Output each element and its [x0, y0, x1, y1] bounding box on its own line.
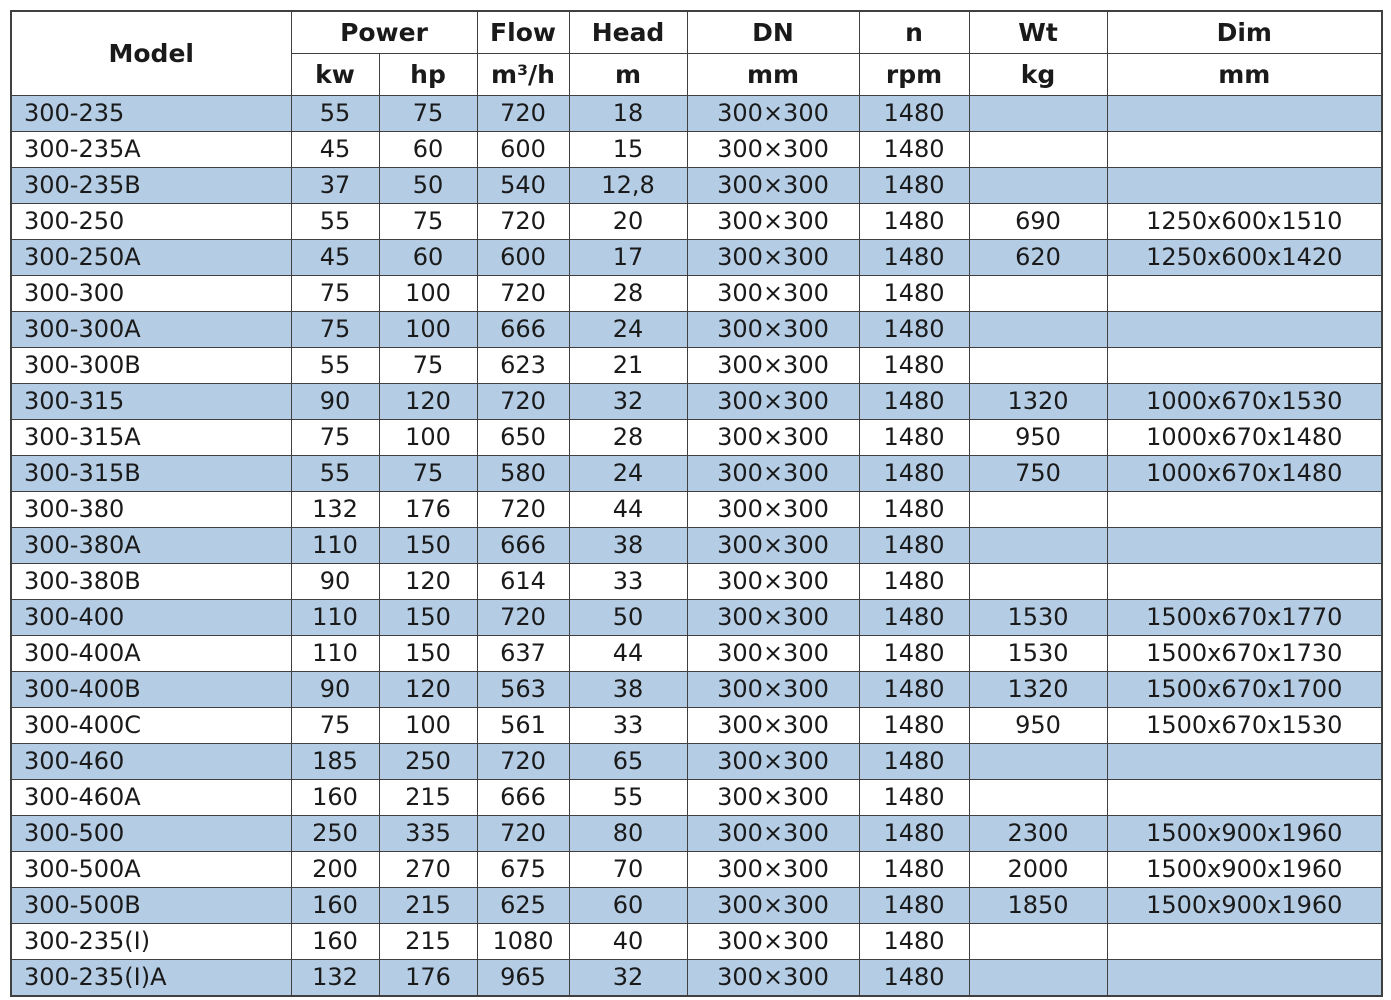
cell-dn: 300×300 — [687, 635, 859, 671]
cell-dim: 1500x670x1530 — [1107, 707, 1382, 743]
cell-n: 1480 — [859, 203, 969, 239]
table-row — [11, 851, 1382, 887]
cell-wt: 950 — [969, 419, 1107, 455]
table-row — [11, 311, 1382, 347]
cell-model: 300-380 — [11, 491, 291, 527]
cell-dn: 300×300 — [687, 131, 859, 167]
cell-n: 1480 — [859, 455, 969, 491]
cell-n: 1480 — [859, 635, 969, 671]
header-unit-flow: m³/h — [477, 53, 569, 95]
cell-flow: 720 — [477, 491, 569, 527]
cell-wt — [969, 923, 1107, 959]
cell-head: 21 — [569, 347, 687, 383]
cell-dim: 1250x600x1510 — [1107, 203, 1382, 239]
cell-flow: 965 — [477, 959, 569, 996]
cell-dn: 300×300 — [687, 167, 859, 203]
cell-flow: 720 — [477, 815, 569, 851]
cell-hp: 150 — [379, 635, 477, 671]
cell-hp: 215 — [379, 887, 477, 923]
cell-dn: 300×300 — [687, 815, 859, 851]
table-row — [11, 239, 1382, 275]
cell-n: 1480 — [859, 887, 969, 923]
cell-dim — [1107, 959, 1382, 996]
cell-dim — [1107, 527, 1382, 563]
cell-hp: 100 — [379, 707, 477, 743]
cell-model: 300-460A — [11, 779, 291, 815]
cell-dim — [1107, 311, 1382, 347]
cell-flow: 561 — [477, 707, 569, 743]
cell-head: 24 — [569, 311, 687, 347]
header-row-titles — [11, 11, 1382, 53]
cell-n: 1480 — [859, 95, 969, 131]
cell-head: 33 — [569, 707, 687, 743]
cell-hp: 150 — [379, 527, 477, 563]
table-row — [11, 95, 1382, 131]
cell-kw: 185 — [291, 743, 379, 779]
cell-head: 50 — [569, 599, 687, 635]
cell-kw: 55 — [291, 347, 379, 383]
pump-spec-table — [10, 10, 1383, 997]
cell-model: 300-315A — [11, 419, 291, 455]
cell-dn: 300×300 — [687, 887, 859, 923]
cell-flow: 580 — [477, 455, 569, 491]
table-row — [11, 275, 1382, 311]
cell-dim — [1107, 347, 1382, 383]
cell-kw: 37 — [291, 167, 379, 203]
cell-dim — [1107, 275, 1382, 311]
cell-flow: 720 — [477, 743, 569, 779]
cell-wt — [969, 131, 1107, 167]
cell-kw: 160 — [291, 923, 379, 959]
cell-dim — [1107, 779, 1382, 815]
cell-n: 1480 — [859, 599, 969, 635]
cell-wt — [969, 743, 1107, 779]
cell-model: 300-380A — [11, 527, 291, 563]
cell-dim: 1000x670x1530 — [1107, 383, 1382, 419]
cell-kw: 55 — [291, 95, 379, 131]
cell-wt — [969, 167, 1107, 203]
table-row — [11, 887, 1382, 923]
cell-head: 38 — [569, 671, 687, 707]
cell-flow: 720 — [477, 95, 569, 131]
cell-kw: 110 — [291, 635, 379, 671]
header-model: Model — [11, 11, 291, 95]
cell-hp: 75 — [379, 347, 477, 383]
cell-model: 300-235A — [11, 131, 291, 167]
cell-model: 300-315B — [11, 455, 291, 491]
table-body — [11, 95, 1382, 996]
table-row — [11, 635, 1382, 671]
cell-kw: 90 — [291, 383, 379, 419]
cell-n: 1480 — [859, 779, 969, 815]
cell-model: 300-400 — [11, 599, 291, 635]
cell-wt: 2000 — [969, 851, 1107, 887]
cell-n: 1480 — [859, 491, 969, 527]
cell-wt: 1320 — [969, 671, 1107, 707]
cell-model: 300-300A — [11, 311, 291, 347]
cell-wt: 1850 — [969, 887, 1107, 923]
cell-head: 18 — [569, 95, 687, 131]
header-unit-head: m — [569, 53, 687, 95]
cell-hp: 100 — [379, 311, 477, 347]
cell-hp: 120 — [379, 563, 477, 599]
cell-dn: 300×300 — [687, 95, 859, 131]
cell-flow: 666 — [477, 779, 569, 815]
table-row — [11, 455, 1382, 491]
cell-dim: 1250x600x1420 — [1107, 239, 1382, 275]
cell-model: 300-315 — [11, 383, 291, 419]
cell-head: 44 — [569, 635, 687, 671]
cell-dn: 300×300 — [687, 959, 859, 996]
cell-wt: 690 — [969, 203, 1107, 239]
cell-hp: 270 — [379, 851, 477, 887]
cell-head: 70 — [569, 851, 687, 887]
cell-hp: 120 — [379, 383, 477, 419]
table-row — [11, 347, 1382, 383]
cell-n: 1480 — [859, 743, 969, 779]
cell-dn: 300×300 — [687, 707, 859, 743]
table-row — [11, 707, 1382, 743]
header-flow: Flow — [477, 11, 569, 53]
cell-hp: 150 — [379, 599, 477, 635]
cell-model: 300-500 — [11, 815, 291, 851]
cell-flow: 563 — [477, 671, 569, 707]
cell-dn: 300×300 — [687, 491, 859, 527]
cell-hp: 75 — [379, 455, 477, 491]
cell-n: 1480 — [859, 959, 969, 996]
cell-n: 1480 — [859, 815, 969, 851]
cell-wt — [969, 527, 1107, 563]
cell-flow: 666 — [477, 527, 569, 563]
header-dim: Dim — [1107, 11, 1382, 53]
cell-hp: 176 — [379, 491, 477, 527]
cell-hp: 215 — [379, 923, 477, 959]
cell-kw: 75 — [291, 707, 379, 743]
cell-flow: 623 — [477, 347, 569, 383]
header-head: Head — [569, 11, 687, 53]
cell-n: 1480 — [859, 419, 969, 455]
cell-dn: 300×300 — [687, 347, 859, 383]
cell-flow: 625 — [477, 887, 569, 923]
cell-hp: 176 — [379, 959, 477, 996]
cell-kw: 45 — [291, 239, 379, 275]
cell-kw: 200 — [291, 851, 379, 887]
cell-dn: 300×300 — [687, 779, 859, 815]
cell-head: 80 — [569, 815, 687, 851]
cell-wt: 2300 — [969, 815, 1107, 851]
header-n: n — [859, 11, 969, 53]
cell-flow: 720 — [477, 275, 569, 311]
cell-hp: 50 — [379, 167, 477, 203]
cell-dn: 300×300 — [687, 527, 859, 563]
cell-dim: 1500x670x1730 — [1107, 635, 1382, 671]
cell-wt: 950 — [969, 707, 1107, 743]
cell-n: 1480 — [859, 167, 969, 203]
cell-dim: 1500x900x1960 — [1107, 887, 1382, 923]
cell-dim: 1500x670x1770 — [1107, 599, 1382, 635]
cell-model: 300-460 — [11, 743, 291, 779]
cell-model: 300-300B — [11, 347, 291, 383]
header-power: Power — [291, 11, 477, 53]
cell-flow: 666 — [477, 311, 569, 347]
cell-dim — [1107, 923, 1382, 959]
cell-dim: 1500x670x1700 — [1107, 671, 1382, 707]
cell-kw: 75 — [291, 311, 379, 347]
cell-n: 1480 — [859, 311, 969, 347]
table-row — [11, 203, 1382, 239]
header-unit-kw: kw — [291, 53, 379, 95]
cell-flow: 1080 — [477, 923, 569, 959]
cell-hp: 75 — [379, 95, 477, 131]
cell-kw: 45 — [291, 131, 379, 167]
cell-model: 300-300 — [11, 275, 291, 311]
cell-wt — [969, 347, 1107, 383]
cell-dn: 300×300 — [687, 239, 859, 275]
cell-flow: 614 — [477, 563, 569, 599]
cell-hp: 250 — [379, 743, 477, 779]
header-dn: DN — [687, 11, 859, 53]
cell-dim: 1500x900x1960 — [1107, 851, 1382, 887]
cell-head: 28 — [569, 275, 687, 311]
cell-dn: 300×300 — [687, 419, 859, 455]
cell-head: 20 — [569, 203, 687, 239]
cell-dim — [1107, 167, 1382, 203]
cell-n: 1480 — [859, 275, 969, 311]
table-row — [11, 491, 1382, 527]
cell-wt — [969, 491, 1107, 527]
cell-flow: 637 — [477, 635, 569, 671]
cell-flow: 540 — [477, 167, 569, 203]
table-row — [11, 383, 1382, 419]
table-row — [11, 671, 1382, 707]
cell-model: 300-500B — [11, 887, 291, 923]
cell-head: 33 — [569, 563, 687, 599]
cell-dn: 300×300 — [687, 275, 859, 311]
cell-dim — [1107, 743, 1382, 779]
cell-dim — [1107, 491, 1382, 527]
cell-kw: 132 — [291, 491, 379, 527]
cell-dim: 1000x670x1480 — [1107, 419, 1382, 455]
cell-wt — [969, 95, 1107, 131]
cell-kw: 250 — [291, 815, 379, 851]
cell-head: 24 — [569, 455, 687, 491]
table-row — [11, 779, 1382, 815]
cell-kw: 90 — [291, 671, 379, 707]
cell-hp: 60 — [379, 239, 477, 275]
table-header — [11, 11, 1382, 95]
header-unit-dim: mm — [1107, 53, 1382, 95]
cell-dn: 300×300 — [687, 599, 859, 635]
cell-head: 40 — [569, 923, 687, 959]
cell-wt: 620 — [969, 239, 1107, 275]
cell-flow: 720 — [477, 203, 569, 239]
cell-kw: 132 — [291, 959, 379, 996]
cell-kw: 55 — [291, 455, 379, 491]
cell-flow: 650 — [477, 419, 569, 455]
cell-model: 300-250 — [11, 203, 291, 239]
header-unit-hp: hp — [379, 53, 477, 95]
cell-wt: 1530 — [969, 599, 1107, 635]
cell-dn: 300×300 — [687, 203, 859, 239]
table-row — [11, 563, 1382, 599]
cell-hp: 100 — [379, 419, 477, 455]
table-row — [11, 815, 1382, 851]
table-row — [11, 743, 1382, 779]
cell-head: 32 — [569, 959, 687, 996]
cell-n: 1480 — [859, 383, 969, 419]
cell-head: 28 — [569, 419, 687, 455]
cell-n: 1480 — [859, 347, 969, 383]
cell-model: 300-235 — [11, 95, 291, 131]
cell-flow: 600 — [477, 239, 569, 275]
cell-model: 300-235(I) — [11, 923, 291, 959]
cell-wt — [969, 311, 1107, 347]
cell-kw: 75 — [291, 275, 379, 311]
cell-n: 1480 — [859, 923, 969, 959]
cell-wt — [969, 275, 1107, 311]
cell-flow: 720 — [477, 383, 569, 419]
cell-model: 300-400B — [11, 671, 291, 707]
cell-wt: 1530 — [969, 635, 1107, 671]
cell-head: 38 — [569, 527, 687, 563]
cell-dim — [1107, 131, 1382, 167]
cell-head: 15 — [569, 131, 687, 167]
table-row — [11, 131, 1382, 167]
cell-n: 1480 — [859, 851, 969, 887]
cell-n: 1480 — [859, 131, 969, 167]
cell-wt: 750 — [969, 455, 1107, 491]
cell-dn: 300×300 — [687, 851, 859, 887]
table-row — [11, 599, 1382, 635]
cell-model: 300-235B — [11, 167, 291, 203]
cell-kw: 90 — [291, 563, 379, 599]
table-row — [11, 527, 1382, 563]
cell-hp: 215 — [379, 779, 477, 815]
cell-head: 32 — [569, 383, 687, 419]
cell-n: 1480 — [859, 527, 969, 563]
cell-hp: 60 — [379, 131, 477, 167]
cell-dn: 300×300 — [687, 311, 859, 347]
cell-head: 17 — [569, 239, 687, 275]
cell-hp: 100 — [379, 275, 477, 311]
cell-kw: 110 — [291, 527, 379, 563]
cell-flow: 720 — [477, 599, 569, 635]
cell-dim — [1107, 95, 1382, 131]
header-unit-n: rpm — [859, 53, 969, 95]
cell-wt — [969, 563, 1107, 599]
cell-wt — [969, 959, 1107, 996]
cell-dn: 300×300 — [687, 671, 859, 707]
cell-dim: 1500x900x1960 — [1107, 815, 1382, 851]
cell-n: 1480 — [859, 239, 969, 275]
cell-flow: 600 — [477, 131, 569, 167]
cell-hp: 75 — [379, 203, 477, 239]
table-row — [11, 167, 1382, 203]
cell-head: 44 — [569, 491, 687, 527]
cell-dn: 300×300 — [687, 563, 859, 599]
cell-model: 300-250A — [11, 239, 291, 275]
cell-wt — [969, 779, 1107, 815]
cell-n: 1480 — [859, 563, 969, 599]
cell-head: 60 — [569, 887, 687, 923]
cell-head: 65 — [569, 743, 687, 779]
cell-dim: 1000x670x1480 — [1107, 455, 1382, 491]
cell-n: 1480 — [859, 707, 969, 743]
table-row — [11, 923, 1382, 959]
header-unit-wt: kg — [969, 53, 1107, 95]
cell-model: 300-500A — [11, 851, 291, 887]
cell-dn: 300×300 — [687, 923, 859, 959]
header-wt: Wt — [969, 11, 1107, 53]
cell-dn: 300×300 — [687, 455, 859, 491]
cell-head: 12,8 — [569, 167, 687, 203]
cell-model: 300-400A — [11, 635, 291, 671]
cell-hp: 335 — [379, 815, 477, 851]
cell-kw: 55 — [291, 203, 379, 239]
table-row — [11, 419, 1382, 455]
cell-model: 300-235(I)A — [11, 959, 291, 996]
cell-model: 300-380B — [11, 563, 291, 599]
cell-n: 1480 — [859, 671, 969, 707]
cell-head: 55 — [569, 779, 687, 815]
header-unit-dn: mm — [687, 53, 859, 95]
cell-dn: 300×300 — [687, 743, 859, 779]
cell-kw: 110 — [291, 599, 379, 635]
cell-hp: 120 — [379, 671, 477, 707]
cell-dn: 300×300 — [687, 383, 859, 419]
cell-flow: 675 — [477, 851, 569, 887]
cell-kw: 160 — [291, 779, 379, 815]
cell-dim — [1107, 563, 1382, 599]
cell-model: 300-400C — [11, 707, 291, 743]
cell-kw: 75 — [291, 419, 379, 455]
cell-kw: 160 — [291, 887, 379, 923]
cell-wt: 1320 — [969, 383, 1107, 419]
table-row — [11, 959, 1382, 996]
